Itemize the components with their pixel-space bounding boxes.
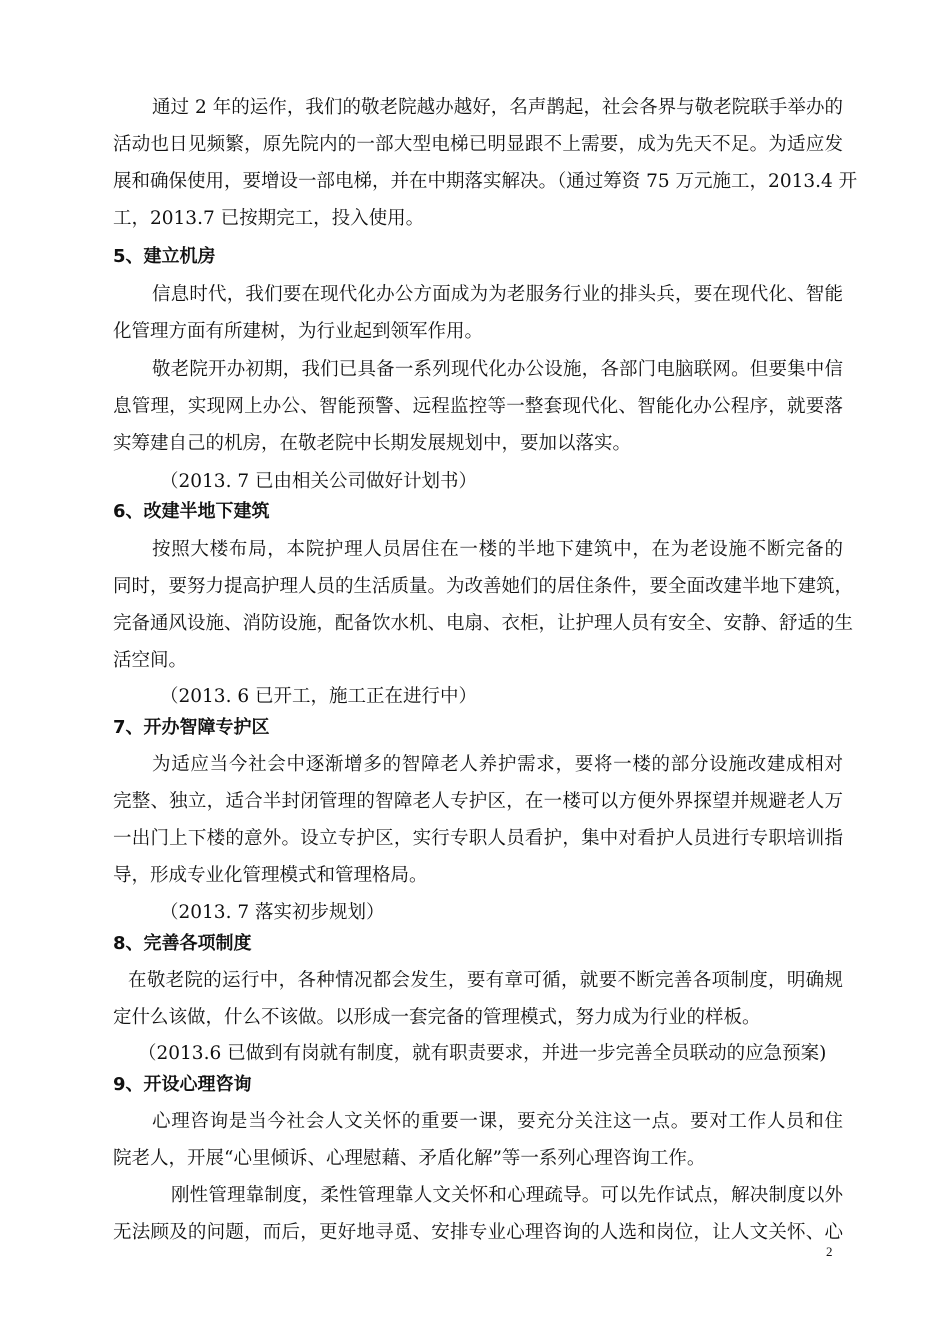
text-line: 在敬老院的运行中，各种情况都会发生，要有章可循，就要不断完善各项制度，明确规	[128, 970, 843, 991]
section-heading: 7、开办智障专护区	[113, 717, 270, 738]
text-line: 心理咨询是当今社会人文关怀的重要一课，要充分关注这一点。要对工作人员和住	[152, 1111, 843, 1132]
section-heading: 5、建立机房	[113, 246, 216, 267]
text-line: 展和确保使用，要增设一部电梯，并在中期落实解决。（通过筹资 75 万元施工，2013.4 开	[113, 171, 858, 192]
page-number: 2	[826, 1244, 833, 1259]
text-line: 为适应当今社会中逐渐增多的智障老人养护需求，要将一楼的部分设施改建成相对	[152, 754, 843, 775]
status-note: （2013. 7 落实初步规划）	[160, 902, 385, 923]
text-line: 完整、独立，适合半封闭管理的智障老人专护区，在一楼可以方便外界探望并规避老人万	[113, 791, 843, 812]
section-heading: 6、改建半地下建筑	[113, 501, 270, 522]
text-line: 刚性管理靠制度，柔性管理靠人文关怀和心理疏导。可以先作试点，解决制度以外	[171, 1185, 843, 1206]
text-line: 无法顾及的问题，而后，更好地寻觅、安排专业心理咨询的人选和岗位，让人文关怀、心	[113, 1222, 843, 1243]
status-note: （2013. 6 已开工，施工正在进行中）	[160, 686, 477, 707]
text-line: 实筹建自己的机房，在敬老院中长期发展规划中，要加以落实。	[113, 433, 632, 454]
section-heading: 8、完善各项制度	[113, 933, 252, 954]
text-line: 按照大楼布局，本院护理人员居住在一楼的半地下建筑中，在为老设施不断完备的	[152, 539, 843, 560]
text-line: 信息时代，我们要在现代化办公方面成为为老服务行业的排头兵，要在现代化、智能	[152, 284, 843, 305]
text-line: 完备通风设施、消防设施，配备饮水机、电扇、衣柜，让护理人员有安全、安静、舒适的生	[113, 613, 854, 634]
text-line: 敬老院开办初期，我们已具备一系列现代化办公设施，各部门电脑联网。但要集中信	[152, 359, 843, 380]
text-line: 通过 2 年的运作，我们的敬老院越办越好，名声鹊起，社会各界与敬老院联手举办的	[152, 97, 843, 118]
text-line: 活动也日见频繁，原先院内的一部大型电梯已明显跟不上需要，成为先天不足。为适应发	[113, 134, 843, 155]
text-line: 活空间。	[113, 650, 188, 671]
text-line: 定什么该做，什么不该做。以形成一套完备的管理模式，努力成为行业的样板。	[113, 1007, 761, 1028]
text-line: 院老人，开展“心里倾诉、心理慰藉、矛盾化解”等一系列心理咨询工作。	[113, 1148, 706, 1169]
status-note: （2013.6 已做到有岗就有制度，就有职责要求，并进一步完善全员联动的应急预案)	[138, 1043, 827, 1064]
section-heading: 9、开设心理咨询	[113, 1074, 252, 1095]
text-line: 导，形成专业化管理模式和管理格局。	[113, 865, 428, 886]
text-line: 化管理方面有所建树，为行业起到领军作用。	[113, 321, 484, 342]
text-line: 同时，要努力提高护理人员的生活质量。为改善她们的居住条件，要全面改建半地下建筑，	[113, 576, 854, 597]
text-line: 一出门上下楼的意外。设立专护区，实行专职人员看护，集中对看护人员进行专职培训指	[113, 828, 843, 849]
text-line: 息管理，实现网上办公、智能预警、远程监控等一整套现代化、智能化办公程序，就要落	[113, 396, 843, 417]
status-note: （2013. 7 已由相关公司做好计划书）	[160, 471, 477, 492]
text-line: 工，2013.7 已按期完工，投入使用。	[113, 208, 425, 229]
